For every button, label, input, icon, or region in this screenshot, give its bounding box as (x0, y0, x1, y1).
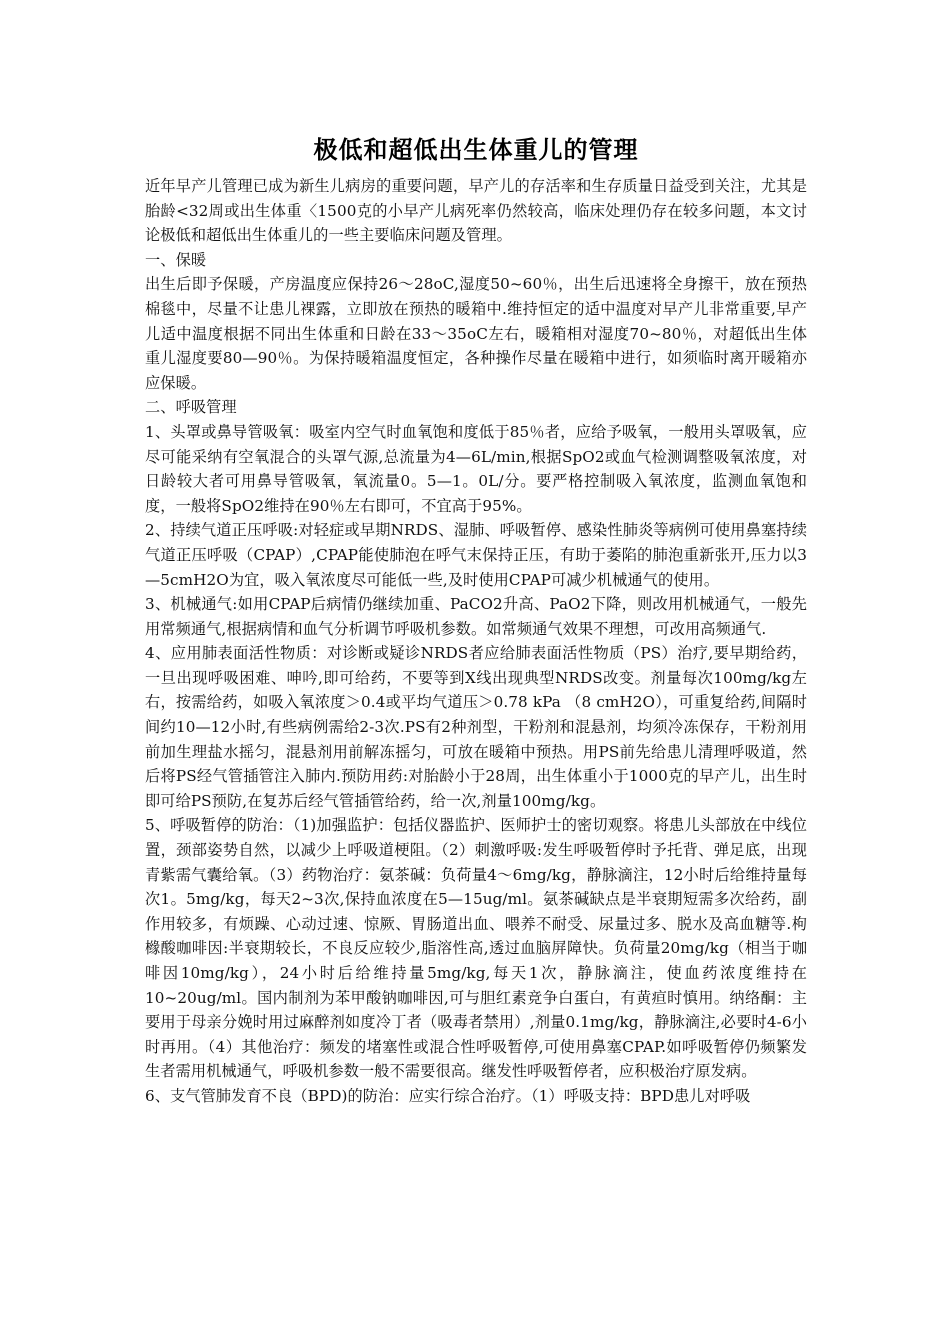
section-heading-warmth: 一、保暖 (145, 250, 207, 269)
warmth-paragraph: 出生后即予保暖，产房温度应保持26～28oC,湿度50~60％，出生后迅速将全身擦干，放在预热棉毯中，尽量不让患儿裸露，立即放在预热的暖箱中.维持恒定的适中温度对早产儿非常重要,早产儿适中温度根据不同出生体重和日龄在33～35oC左右，暖箱相对湿度70~80％，对超低出生体重儿湿度要80—90％。为保持暖箱温度恒定，各种操作尽量在暖箱中进行，如须临时离开暖箱亦应保暖。 (145, 275, 807, 392)
bpd-paragraph: 6、支气管肺发育不良（BPD)的防治：应实行综合治疗。（1）呼吸支持：BPD患儿对呼吸 (145, 1086, 751, 1105)
intro-paragraph: 近年早产儿管理已成为新生儿病房的重要问题，早产儿的存活率和生存质量日益受到关注，尤其是胎龄<32周或出生体重〈1500克的小早产儿病死率仍然较高，临床处理仍存在较多问题，本文讨论极低和超低出生体重儿的一些主要临床问题及管理。 (145, 177, 807, 245)
oxygen-therapy-paragraph: 1、头罩或鼻导管吸氧：吸室内空气时血氧饱和度低于85％者，应给予吸氧，一般用头罩吸氧，应尽可能采纳有空氧混合的头罩气源,总流量为4—6L/min,根据SpO2或血气检测调整吸氧浓度，对日龄较大者可用鼻导管吸氧，氧流量0。5—1。0L/分。要严格控制吸入氧浓度，监测血氧饱和度，一般将SpO2维持在90％左右即可，不宜高于95%。 (145, 422, 807, 515)
apnea-paragraph: 5、呼吸暂停的防治：（1)加强监护：包括仪器监护、医师护士的密切观察。将患儿头部放在中线位置，颈部姿势自然，以减少上呼吸道梗阻。（2）刺激呼吸:发生呼吸暂停时予托背、弹足底，出现青紫需气囊给氧。（3）药物治疗：氨茶碱：负荷量4～6mg/kg，静脉滴注，12小时后给维持量每次1。5mg/kg，每天2~3次,保持血浓度在5—15ug/ml。氨茶碱缺点是半衰期短需多次给药，副作用较多，有烦躁、心动过速、惊厥、胃肠道出血、喂养不耐受、尿量过多、脱水及高血糖等.枸橼酸咖啡因:半衰期较长，不良反应较少,脂溶性高,透过血脑屏障快。负荷量20mg/kg（相当于咖啡因10mg/kg），24小时后给维持量5mg/kg,每天1次，静脉滴注，使血药浓度维持在10~20ug/ml。国内制剂为苯甲酸钠咖啡因,可与胆红素竞争白蛋白，有黄疸时慎用。纳络酮：主要用于母亲分娩时用过麻醉剂如度冷丁者（吸毒者禁用）,剂量0.1mg/kg，静脉滴注,必要时4-6小时再用。（4）其他治疗：频发的堵塞性或混合性呼吸暂停,可使用鼻塞CPAP.如呼吸暂停仍频繁发生者需用机械通气，呼吸机参数一般不需要很高。继发性呼吸暂停者，应积极治疗原发病。 (145, 816, 807, 1081)
document-body (145, 128, 807, 1109)
mechanical-ventilation-paragraph: 3、机械通气:如用CPAP后病情仍继续加重、PaCO2升高、PaO2下降，则改用机械通气，一般先用常频通气,根据病情和血气分析调节呼吸机参数。如常频通气效果不理想，可改用高频通气. (145, 595, 807, 638)
cpap-paragraph: 2、持续气道正压呼吸:对轻症或早期NRDS、湿肺、呼吸暂停、感染性肺炎等病例可使用鼻塞持续气道正压呼吸（CPAP）,CPAP能使肺泡在呼气末保持正压，有助于萎陷的肺泡重新张开,压力以3—5cmH2O为宜，吸入氧浓度尽可能低一些,及时使用CPAP可减少机械通气的使用。 (145, 521, 807, 589)
surfactant-paragraph: 4、应用肺表面活性物质：对诊断或疑诊NRDS者应给肺表面活性物质（PS）治疗,要早期给药，一旦出现呼吸困难、呻吟,即可给药，不要等到X线出现典型NRDS改变。剂量每次100mg/kg左右，按需给药，如吸入氧浓度＞0.4或平均气道压＞0.78 kPa （8 cmH2O），可重复给药,间隔时间约10—12小时,有些病例需给2-3次.PS有2种剂型，干粉剂和混悬剂，均须冷冻保存，干粉剂用前加生理盐水摇匀，混悬剂用前解冻摇匀，可放在暖箱中预热。用PS前先给患儿清理呼吸道，然后将PS经气管插管注入肺内.预防用药:对胎龄小于28周，出生体重小于1000克的早产儿，出生时即可给PS预防,在复苏后经气管插管给药，给一次,剂量100mg/kg。 (145, 644, 807, 810)
document-title: 极低和超低出生体重儿的管理 (313, 135, 639, 164)
section-heading-respiratory: 二、呼吸管理 (145, 398, 237, 417)
